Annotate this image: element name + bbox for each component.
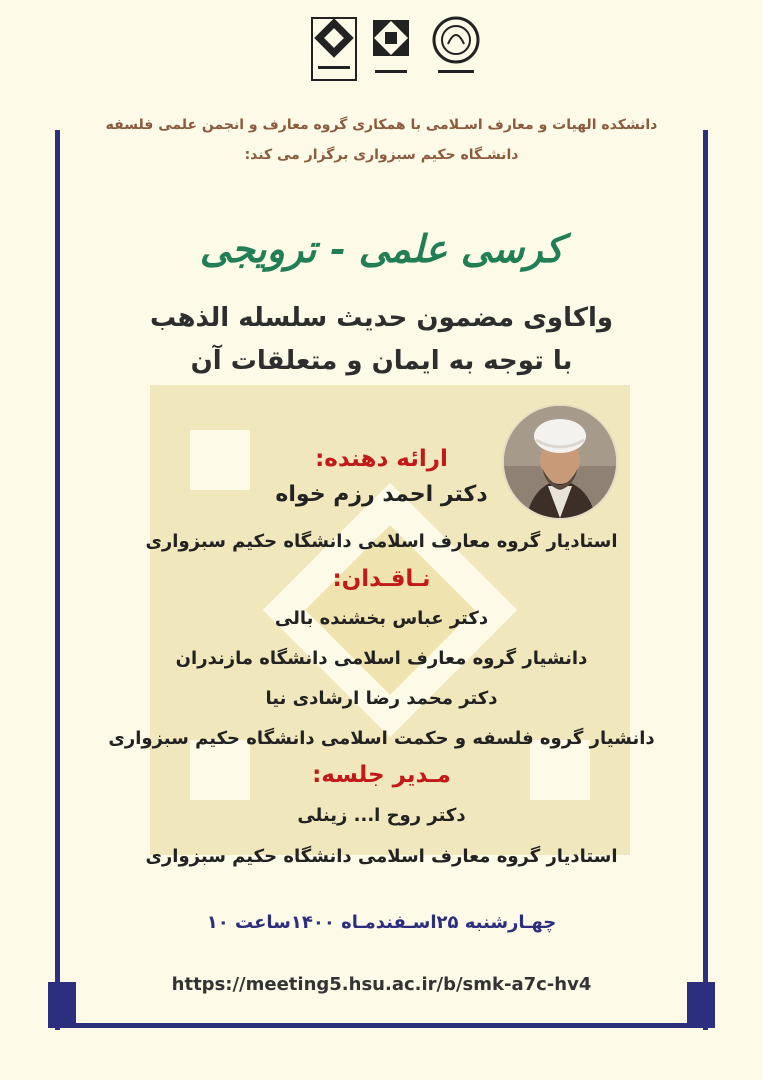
- moderator-title: استادیار گروه معارف اسلامی دانشگاه حکیم سبزواری: [145, 846, 618, 867]
- topic-line-2: با توجه به ایمان و متعلقات آن: [190, 346, 573, 376]
- topic-line-1: واکاوی مضمون حدیث سلسله الذهب: [149, 303, 614, 333]
- program-title: کرسی علمی - ترویجی: [199, 226, 564, 271]
- faculty-logo-icon: [308, 14, 360, 84]
- moderator-name: دکتر روح ا... زینلی: [297, 805, 466, 826]
- meeting-link[interactable]: https://meeting5.hsu.ac.ir/b/smk-a7c-hv4: [171, 974, 592, 995]
- header-logos: [0, 14, 763, 84]
- intro-line-2: دانشـگاه حکیم سبزواری برگزار می کند:: [244, 147, 519, 163]
- presenter-title: استادیار گروه معارف اسلامی دانشگاه حکیم سبزواری: [145, 531, 618, 552]
- intro-line-1: دانشکده الهیات و معارف اسـلامی با همکاری گروه معارف و انجمن علمی فلسفه: [105, 117, 658, 133]
- hsu-university-logo-icon: [365, 14, 417, 84]
- critics-role-label: نـاقـدان:: [332, 566, 431, 592]
- presenter-role-label: ارائه دهنده:: [315, 446, 448, 472]
- critic-1-title: دانشیار گروه معارف اسلامی دانشگاه مازندران: [175, 648, 588, 669]
- critic-2-title: دانشیار گروه فلسفه و حکمت اسلامی دانشگاه حکیم سبزواری: [108, 728, 655, 749]
- presenter-name: دکتر احمد رزم خواه: [275, 482, 488, 507]
- seminary-council-emblem-icon: [430, 14, 482, 84]
- moderator-role-label: مـدیر جلسه:: [312, 762, 451, 788]
- critic-2-name: دکتر محمد رضا ارشادی نیا: [265, 688, 498, 709]
- frame-bottom-border: [55, 1023, 708, 1028]
- critic-1-name: دکتر عباس بخشنده بالی: [274, 608, 489, 629]
- session-datetime: چهـارشنبه ۲۵اسـفندمـاه ۱۴۰۰ساعت ۱۰: [206, 912, 557, 933]
